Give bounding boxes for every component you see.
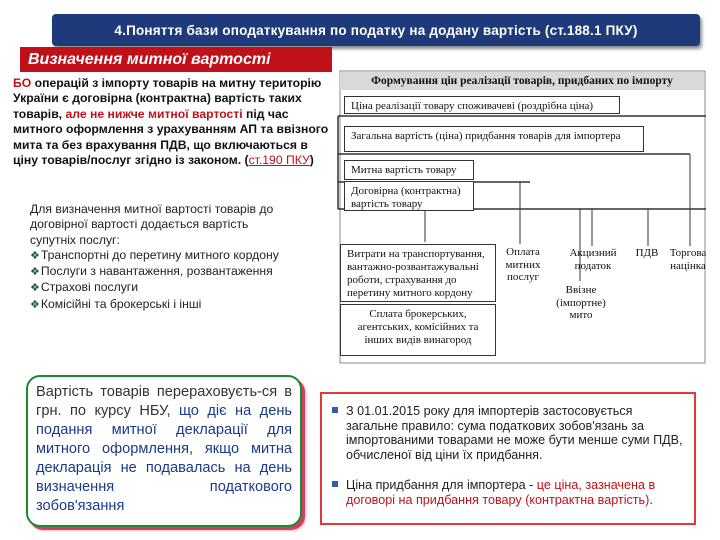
list-item: ❖Страхові послуги bbox=[30, 280, 139, 295]
rule-text-2: Ціна придбання для імпортера - bbox=[346, 478, 537, 493]
rule-text-2-end: . bbox=[649, 492, 653, 507]
level-contract-value: Договірна (контрактна) вартість товару bbox=[344, 181, 474, 211]
square-bullet-icon bbox=[332, 481, 338, 487]
rules-box bbox=[320, 392, 696, 525]
subtitle-bar bbox=[20, 47, 332, 72]
label-customs-services: Оплата митних послуг bbox=[505, 246, 541, 283]
exchange-rate-note bbox=[26, 375, 302, 527]
note-text-2: що діє на день подання митної декларації для митного оформлення, якщо митна декларація не подавалась на день визначення податкового зобов'язання bbox=[36, 403, 292, 514]
services-intro: Для визначення митної вартості товарів до договірної вартості додається вартість супутніх послуг: bbox=[30, 202, 274, 247]
diamond-bullet-icon: ❖ bbox=[30, 266, 40, 279]
list-item: ❖Послуги з навантаження, розвантаження bbox=[30, 264, 273, 279]
services-list bbox=[30, 202, 292, 313]
rule-text-2-red: це ціна, зазначена в договорі на придбання товару (контрактна вартість) bbox=[346, 478, 656, 507]
label-import-duty: Ввізне (імпортне) мито bbox=[556, 284, 606, 321]
level-total-cost: Загальна вартість (ціна) придбання товарів для імпортера bbox=[344, 126, 644, 152]
diagram-header: Формування цін реалізації товарів, придбаних по імпорту bbox=[340, 72, 704, 90]
definition-text bbox=[13, 76, 335, 168]
diamond-bullet-icon: ❖ bbox=[30, 298, 40, 311]
definition-end: ) bbox=[309, 153, 314, 168]
list-item: ❖Транспортні до перетину митного кордону bbox=[30, 247, 279, 262]
definition-red: але не нижче митної вартості bbox=[65, 106, 243, 121]
page-title: 4.Поняття бази оподаткування по податку на додану вартість (ст.188.1 ПКУ) bbox=[114, 22, 638, 38]
diamond-bullet-icon: ❖ bbox=[30, 282, 40, 295]
definition-bo: БО bbox=[13, 76, 32, 90]
rule-text-1: З 01.01.2015 року для імпортерів застосовується загальне правило: сума податкових зобов'язань за імпортованими товарами не може бути менше суми ПДВ, обчисленої від ціни їх придбання. bbox=[346, 404, 683, 462]
list-item bbox=[330, 478, 686, 507]
square-bullet-icon bbox=[332, 407, 338, 413]
definition-part2: під час митного оформлення з урахуванням АП та ввізного мита та без врахування ПДВ, що включаються в ціну товарів/послуг згідно із законом. ( bbox=[13, 106, 329, 168]
article-link[interactable]: ст.190 ПКУ bbox=[248, 153, 310, 168]
broker-fees-box: Сплата брокерських, агентських, комісійних та інших видів винагород bbox=[340, 304, 496, 356]
note-text-1: Вартість товарів перераховуєть-ся в грн. по курсу НБУ, bbox=[36, 384, 292, 419]
diamond-bullet-icon: ❖ bbox=[30, 249, 40, 262]
label-vat: ПДВ bbox=[635, 247, 659, 259]
title-bar bbox=[52, 14, 700, 46]
definition-part1: операцій з імпорту товарів на митну територію України є договірна (контрактна) вартість таких товарів, bbox=[13, 76, 322, 121]
level-customs-value: Митна вартість товару bbox=[344, 160, 474, 180]
list-item bbox=[330, 404, 686, 462]
label-markup: Торгова націнка bbox=[669, 247, 707, 272]
list-item: ❖Комісійні та брокерські і інші bbox=[30, 296, 202, 311]
label-excise: Акцизний податок bbox=[569, 247, 617, 272]
price-formation-diagram bbox=[330, 66, 710, 366]
transport-costs-box: Витрати на транспортування, вантажно-розвантажувальні роботи, страхування до перетину митного кордону bbox=[340, 244, 496, 302]
level-retail-price: Ціна реалізації товару споживачеві (роздрібна ціна) bbox=[344, 96, 620, 114]
section-subtitle: Визначення митної вартості bbox=[28, 50, 271, 68]
